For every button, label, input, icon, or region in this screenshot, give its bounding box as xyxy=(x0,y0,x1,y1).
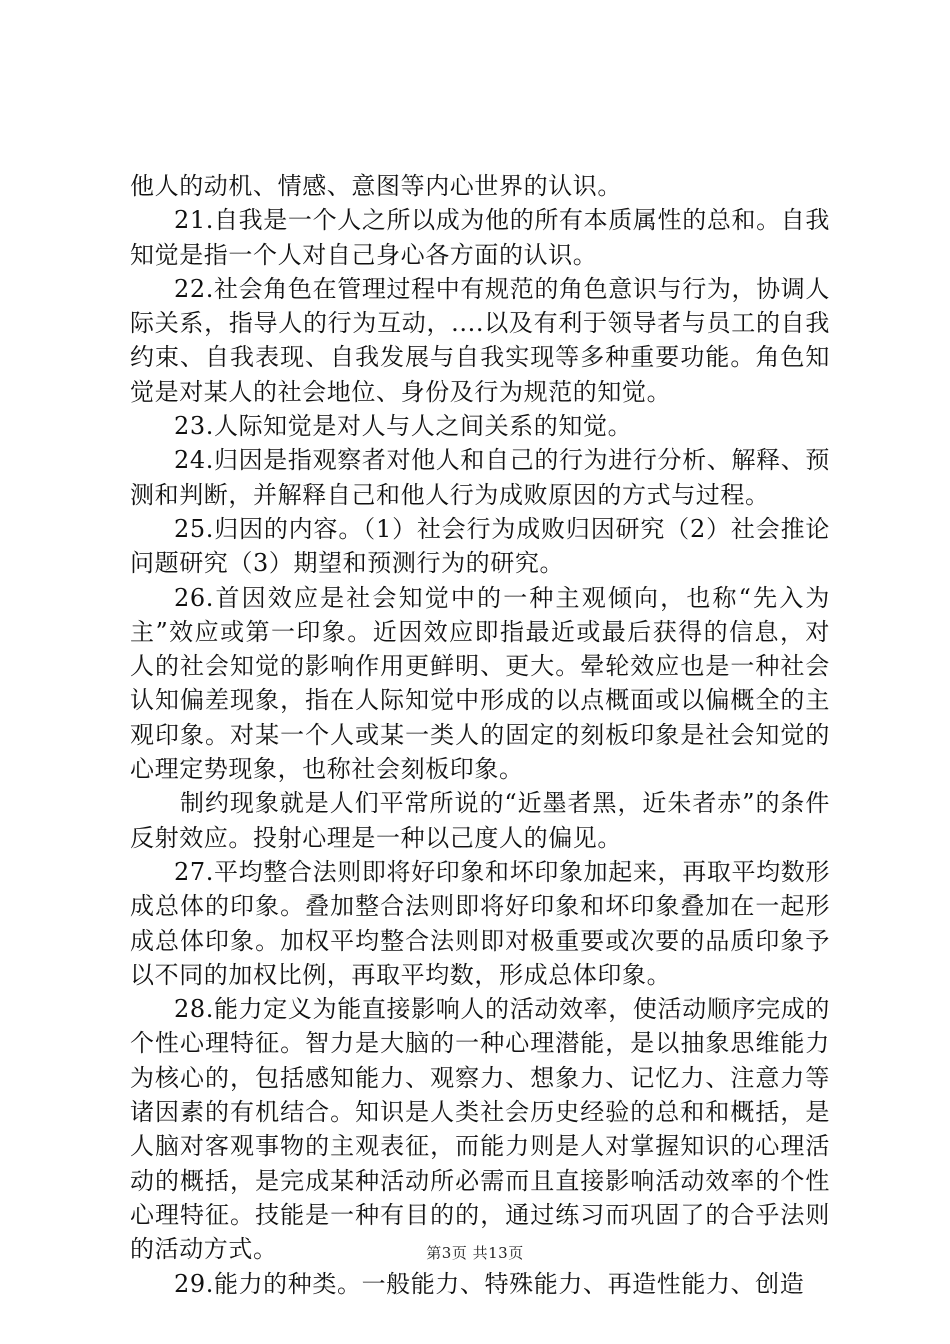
paragraph-22: 22.社会角色在管理过程中有规范的角色意识与行为，协调人际关系，指导人的行为互动，....以及有利于领导者与员工的自我约束、自我表现、自我发展与自我实现等多种重要功能。角色知觉是对某人的社会地位、身份及行为规范的知觉。 xyxy=(130,274,830,406)
paragraph-26-continued: 制约现象就是人们平常所说的“近墨者黑，近朱者赤”的条件反射效应。投射心理是一种以己度人的偏见。 xyxy=(130,789,830,852)
paragraph-27: 27.平均整合法则即将好印象和坏印象加起来，再取平均数形成总体的印象。叠加整合法则即将好印象和坏印象叠加在一起形成总体印象。加权平均整合法则即对极重要或次要的品质印象予以不同的加权比例，再取平均数，形成总体印象。 xyxy=(130,857,830,989)
paragraph-28: 28.能力定义为能直接影响人的活动效率，使活动顺序完成的个性心理特征。智力是大脑的一种心理潜能，是以抽象思维能力为核心的，包括感知能力、观察力、想象力、记忆力、注意力等诸因素的有机结合。知识是人类社会历史经验的总和和概括，是人脑对客观事物的主观表征，而能力则是人对掌握知识的心理活动的概括，是完成某种活动所必需而且直接影响活动效率的个性心理特征。技能是一种有目的的，通过练习而巩固了的合乎法则的活动方式。 xyxy=(130,995,830,1264)
paragraph-21: 21.自我是一个人之所以成为他的所有本质属性的总和。自我知觉是指一个人对自己身心各方面的认识。 xyxy=(130,206,830,269)
paragraph-29: 29.能力的种类。一般能力、特殊能力、再造性能力、创造 xyxy=(174,1269,805,1298)
page-footer xyxy=(0,1242,950,1263)
page-number-label: 第3页 共13页 xyxy=(426,1244,524,1262)
paragraph-23: 23.人际知觉是对人与人之间关系的知觉。 xyxy=(174,412,633,441)
document-body xyxy=(130,169,830,1301)
paragraph-24: 24.归因是指观察者对他人和自己的行为进行分析、解释、预测和判断，并解释自己和他人行为成败原因的方式与过程。 xyxy=(130,446,830,509)
paragraph-26: 26.首因效应是社会知觉中的一种主观倾向，也称“先入为主”效应或第一印象。近因效应即指最近或最后获得的信息，对人的社会知觉的影响作用更鲜明、更大。晕轮效应也是一种社会认知偏差现象，指在人际知觉中形成的以点概面或以偏概全的主观印象。对某一个人或某一类人的固定的刻板印象是社会知觉的心理定势现象，也称社会刻板印象。 xyxy=(130,583,830,784)
paragraph-25: 25.归因的内容。（1）社会行为成败归因研究（2）社会推论问题研究（3）期望和预测行为的研究。 xyxy=(130,514,830,578)
paragraph-continuation: 他人的动机、情感、意图等内心世界的认识。 xyxy=(130,172,622,200)
